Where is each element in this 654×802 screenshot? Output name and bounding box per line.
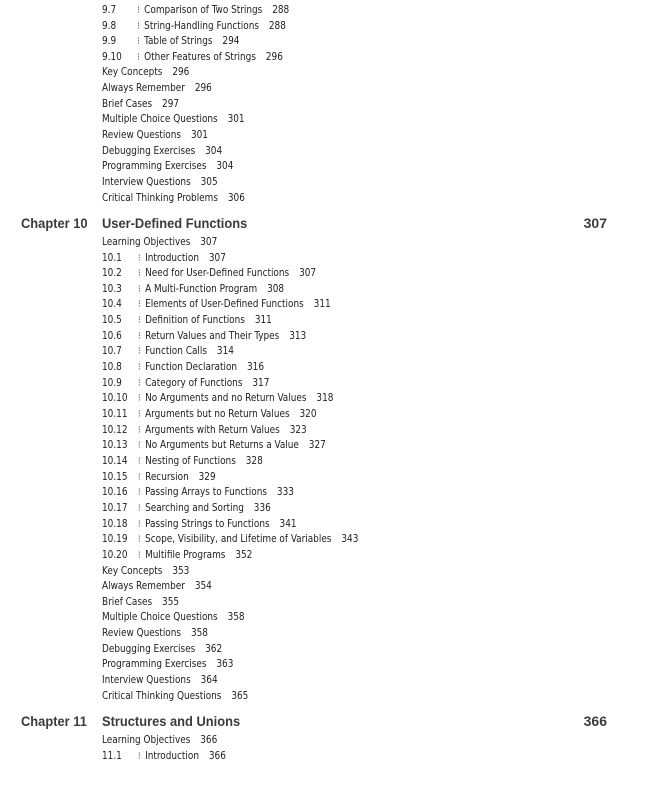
section-number: 9.10 [102,50,122,63]
toc-entry [102,235,217,249]
dotted-separator: ⁝ [138,315,141,326]
section-number: 10.10 [102,391,128,404]
dotted-separator: ⁝ [138,284,141,295]
toc-entry [102,749,226,764]
section-number: 10.15 [102,470,128,483]
dotted-separator: ⁝ [138,425,141,436]
entry-title: Interview Questions [102,673,191,686]
section-number: 9.9 [102,34,117,47]
entry-title: Brief Cases [102,595,153,608]
entry-title: Programming Exercises [102,159,207,172]
dotted-separator: ⁝ [137,36,140,47]
dotted-separator: ⁝ [138,268,141,279]
toc-entry [102,112,245,126]
toc-entry [102,657,233,671]
entry-page: 294 [222,34,240,47]
entry-page: 318 [316,391,334,404]
entry-title: Other Features of Strings [144,50,256,63]
toc-entry [102,313,272,328]
section-number: 10.19 [102,532,128,545]
entry-page: 305 [200,175,218,188]
dotted-separator: ⁝ [138,331,141,342]
entry-title: Review Questions [102,128,182,141]
dotted-separator: ⁝ [138,472,141,483]
entry-title: Nesting of Functions [145,454,236,467]
dotted-separator: ⁝ [138,550,141,561]
entry-page: 307 [299,266,317,279]
toc-entry [102,642,222,656]
section-number: 10.8 [102,360,122,373]
entry-page: 311 [313,297,331,310]
section-number: 9.8 [102,19,117,32]
entry-page: 288 [268,19,286,32]
entry-page: 362 [205,642,223,655]
entry-page: 328 [245,454,263,467]
entry-page: 353 [172,564,190,577]
section-number: 10.14 [102,454,128,467]
entry-title: Recursion [145,470,189,483]
entry-page: 307 [200,235,218,248]
entry-title: Multiple Choice Questions [102,610,218,623]
entry-page: 352 [235,548,253,561]
entry-title: Multiple Choice Questions [102,112,218,125]
dotted-separator: ⁝ [138,362,141,373]
toc-entry [102,159,233,173]
section-number: 9.7 [102,3,117,16]
entry-title: Passing Strings to Functions [145,517,270,530]
toc-entry [102,673,218,687]
toc-entry [102,485,294,500]
entry-page: 366 [200,733,218,746]
entry-title: String-Handling Functions [144,19,259,32]
entry-title: Return Values and Their Types [145,329,280,342]
entry-page: 308 [267,282,285,295]
section-number: 10.4 [102,297,122,310]
dotted-separator: ⁝ [138,409,141,420]
entry-page: 329 [198,470,216,483]
entry-page: 304 [216,159,234,172]
entry-page: 301 [227,112,245,125]
toc-entry [102,175,218,189]
entry-page: 333 [276,485,294,498]
toc-entry [102,97,179,111]
entry-title: Scope, Visibility, and Lifetime of Variables [145,532,332,545]
toc-entry [102,579,212,593]
toc-entry [102,376,269,391]
entry-title: Function Calls [145,344,208,357]
dotted-separator: ⁝ [138,346,141,357]
dotted-separator: ⁝ [138,299,141,310]
chapter-label: Chapter 11 [21,713,87,729]
toc-entry [102,282,284,297]
section-number: 10.11 [102,407,128,420]
toc-entry [102,532,358,547]
entry-title: Key Concepts [102,564,163,577]
entry-title: No Arguments and no Return Values [145,391,307,404]
dotted-separator: ⁝ [138,378,141,389]
section-number: 10.1 [102,251,122,264]
toc-entry [102,517,297,532]
entry-title: Comparison of Two Strings [144,3,263,16]
entry-page: 365 [231,689,249,702]
entry-page: 296 [194,81,212,94]
toc-entry [102,407,317,422]
entry-title: Function Declaration [145,360,238,373]
entry-title: Passing Arrays to Functions [145,485,268,498]
dotted-separator: ⁝ [138,503,141,514]
toc-entry [102,81,212,95]
section-number: 10.5 [102,313,122,326]
entry-page: 354 [194,579,212,592]
section-number: 10.20 [102,548,128,561]
entry-page: 358 [227,610,245,623]
dotted-separator: ⁝ [138,487,141,498]
entry-title: Arguments but no Return Values [145,407,290,420]
toc-entry [102,266,316,281]
entry-title: Introduction [145,251,199,264]
entry-page: 327 [308,438,326,451]
entry-title: Learning Objectives [102,733,191,746]
section-number: 10.6 [102,329,122,342]
entry-title: Brief Cases [102,97,153,110]
toc-entry [102,128,208,142]
dotted-separator: ⁝ [138,253,141,264]
chapter-label: Chapter 10 [21,215,88,231]
toc-entry [102,626,208,640]
toc-entry [102,595,179,609]
toc-entry [102,391,333,406]
dotted-separator: ⁝ [138,534,141,545]
entry-page: 311 [254,313,272,326]
dotted-separator: ⁝ [138,440,141,451]
chapter-page: 366 [583,713,607,729]
toc-entry [102,34,239,49]
entry-title: Interview Questions [102,175,191,188]
chapter-page: 307 [583,215,607,231]
toc-entry [102,733,217,747]
entry-title: Definition of Functions [145,313,245,326]
toc-entry [102,689,248,703]
toc-entry [102,65,189,79]
entry-page: 296 [172,65,190,78]
entry-title: Programming Exercises [102,657,207,670]
entry-title: Always Remember [102,579,185,592]
section-number: 10.3 [102,282,122,295]
toc-entry [102,251,226,266]
toc-entry [102,3,289,18]
entry-page: 363 [216,657,234,670]
dotted-separator: ⁝ [138,751,141,762]
dotted-separator: ⁝ [138,393,141,404]
section-number: 10.2 [102,266,122,279]
dotted-separator: ⁝ [137,52,140,63]
entry-page: 307 [208,251,226,264]
section-number: 10.12 [102,423,128,436]
entry-page: 316 [246,360,264,373]
entry-title: Debugging Exercises [102,642,196,655]
toc-entry [102,191,245,205]
entry-page: 288 [272,3,290,16]
toc-entry [102,423,307,438]
entry-page: 301 [190,128,208,141]
entry-title: Critical Thinking Problems [102,191,218,204]
entry-page: 364 [200,673,218,686]
toc-entry [102,470,216,485]
entry-page: 358 [190,626,208,639]
entry-title: Always Remember [102,81,185,94]
entry-page: 314 [216,344,234,357]
dotted-separator: ⁝ [138,456,141,467]
section-number: 10.17 [102,501,128,514]
entry-page: 343 [341,532,359,545]
chapter-title: Structures and Unions [102,713,241,729]
entry-page: 313 [289,329,307,342]
entry-page: 336 [253,501,271,514]
toc-entry [102,501,271,516]
toc-entry [102,610,245,624]
section-number: 10.13 [102,438,128,451]
entry-page: 297 [162,97,180,110]
entry-title: Table of Strings [144,34,213,47]
toc-entry [102,438,326,453]
entry-title: Debugging Exercises [102,144,196,157]
entry-title: Introduction [145,749,199,762]
toc-entry [102,548,252,563]
toc-entry [102,360,264,375]
toc-entry [102,454,263,469]
section-number: 10.18 [102,517,128,530]
dotted-separator: ⁝ [138,519,141,530]
section-number: 10.7 [102,344,122,357]
entry-title: Elements of User-Defined Functions [145,297,304,310]
entry-title: Arguments with Return Values [145,423,280,436]
dotted-separator: ⁝ [137,21,140,32]
entry-title: Category of Functions [145,376,243,389]
entry-title: Need for User-Defined Functions [145,266,290,279]
section-number: 10.16 [102,485,128,498]
entry-title: Review Questions [102,626,182,639]
entry-page: 320 [299,407,317,420]
toc-entry [102,344,234,359]
entry-title: A Multi-Function Program [145,282,258,295]
entry-page: 296 [265,50,283,63]
toc-entry [102,144,222,158]
toc-entry [102,50,283,65]
entry-title: Multifile Programs [145,548,226,561]
toc-entry [102,564,189,578]
section-number: 10.9 [102,376,122,389]
entry-page: 323 [289,423,307,436]
entry-page: 304 [205,144,223,157]
entry-title: Key Concepts [102,65,163,78]
entry-page: 306 [227,191,245,204]
dotted-separator: ⁝ [137,5,140,16]
toc-entry [102,297,331,312]
toc-entry [102,329,306,344]
entry-page: 366 [208,749,226,762]
entry-page: 355 [162,595,180,608]
entry-title: Learning Objectives [102,235,191,248]
entry-title: No Arguments but Returns a Value [145,438,299,451]
chapter-title: User-Defined Functions [102,215,248,231]
entry-title: Critical Thinking Questions [102,689,222,702]
entry-title: Searching and Sorting [145,501,244,514]
toc-entry [102,19,286,34]
entry-page: 317 [252,376,270,389]
section-number: 11.1 [102,749,122,762]
entry-page: 341 [279,517,297,530]
